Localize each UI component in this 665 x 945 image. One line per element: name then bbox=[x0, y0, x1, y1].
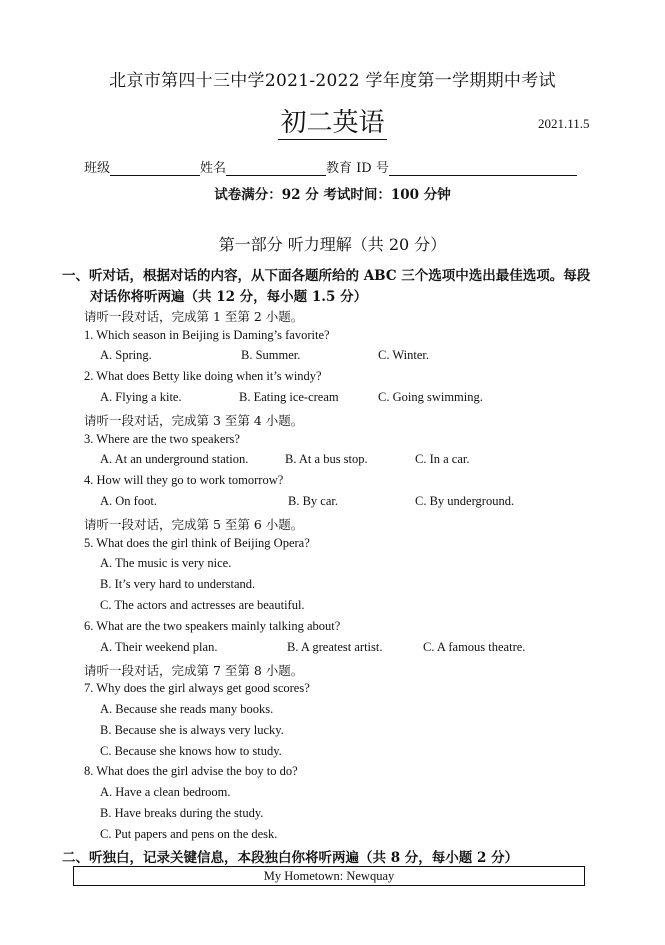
exam-meta: 试卷满分：92 分 考试时间：100 分钟 bbox=[214, 187, 451, 203]
q1-option-b: B. Summer. bbox=[241, 348, 301, 362]
section1-heading-line1: 一、听对话，根据对话的内容，从下面各题所给的 ABC 三个选项中选出最佳选项。每段 bbox=[62, 268, 591, 284]
instruction-7-8: 请听一段对话，完成第 7 至第 8 小题。 bbox=[84, 663, 304, 678]
q8-option-c: C. Put papers and pens on the desk. bbox=[100, 827, 278, 841]
name-label: 姓名 bbox=[200, 161, 227, 176]
question-3: 3. Where are the two speakers? bbox=[84, 432, 240, 446]
q1-option-a: A. Spring. bbox=[100, 348, 152, 362]
class-label: 班级 bbox=[84, 161, 111, 176]
q5-option-b: B. It’s very hard to understand. bbox=[100, 577, 256, 591]
question-4: 4. How will they go to work tomorrow? bbox=[84, 473, 284, 487]
q6-option-c: C. A famous theatre. bbox=[423, 640, 526, 654]
question-7: 7. Why does the girl always get good scores? bbox=[84, 681, 310, 695]
class-blank[interactable] bbox=[110, 161, 200, 176]
instruction-3-4: 请听一段对话，完成第 3 至第 4 小题。 bbox=[84, 413, 304, 428]
q2-option-c: C. Going swimming. bbox=[378, 390, 483, 404]
section1-heading-line2: 对话你将听两遍（共 12 分，每小题 1.5 分） bbox=[90, 289, 368, 305]
question-5: 5. What does the girl think of Beijing Opera? bbox=[84, 536, 310, 550]
q4-option-c: C. By underground. bbox=[415, 494, 515, 508]
q8-option-b: B. Have breaks during the study. bbox=[100, 806, 264, 820]
name-blank[interactable] bbox=[226, 161, 326, 176]
q5-option-c: C. The actors and actresses are beautiful. bbox=[100, 598, 305, 612]
subject-text: 初二英语 bbox=[280, 108, 385, 138]
q3-option-b: B. At a bus stop. bbox=[285, 452, 368, 466]
q6-option-a: A. Their weekend plan. bbox=[100, 640, 218, 654]
q4-option-b: B. By car. bbox=[288, 494, 338, 508]
q7-option-c: C. Because she knows how to study. bbox=[100, 744, 282, 758]
part1-title: 第一部分 听力理解（共 20 分） bbox=[218, 235, 447, 254]
question-8: 8. What does the girl advise the boy to do? bbox=[84, 764, 298, 778]
q3-option-c: C. In a car. bbox=[415, 452, 470, 466]
q1-option-c: C. Winter. bbox=[378, 348, 430, 362]
student-info-line bbox=[84, 157, 577, 176]
q7-option-b: B. Because she is always very lucky. bbox=[100, 723, 284, 737]
exam-date: 2021.11.5 bbox=[538, 116, 590, 131]
q6-option-b: B. A greatest artist. bbox=[287, 640, 383, 654]
id-blank[interactable] bbox=[389, 161, 577, 176]
id-label: 教育 ID 号 bbox=[326, 161, 389, 176]
q8-option-a: A. Have a clean bedroom. bbox=[100, 785, 231, 799]
q4-option-a: A. On foot. bbox=[100, 494, 157, 508]
q2-option-b: B. Eating ice-cream bbox=[239, 390, 339, 404]
hometown-table-title: My Hometown: Newquay bbox=[73, 866, 585, 886]
question-2: 2. What does Betty like doing when it’s windy? bbox=[84, 369, 322, 383]
q3-option-a: A. At an underground station. bbox=[100, 452, 249, 466]
q7-option-a: A. Because she reads many books. bbox=[100, 702, 274, 716]
school-title: 北京市第四十三中学2021-2022 学年度第一学期期中考试 bbox=[109, 71, 556, 91]
instruction-1-2: 请听一段对话，完成第 1 至第 2 小题。 bbox=[84, 309, 304, 324]
question-1: 1. Which season in Beijing is Daming’s favorite? bbox=[84, 328, 330, 342]
instruction-5-6: 请听一段对话，完成第 5 至第 6 小题。 bbox=[84, 517, 304, 532]
q2-option-a: A. Flying a kite. bbox=[100, 390, 182, 404]
section2-heading: 二、听独白，记录关键信息，本段独白你将听两遍（共 8 分，每小题 2 分） bbox=[62, 850, 519, 866]
q5-option-a: A. The music is very nice. bbox=[100, 556, 232, 570]
question-6: 6. What are the two speakers mainly talking about? bbox=[84, 619, 341, 633]
